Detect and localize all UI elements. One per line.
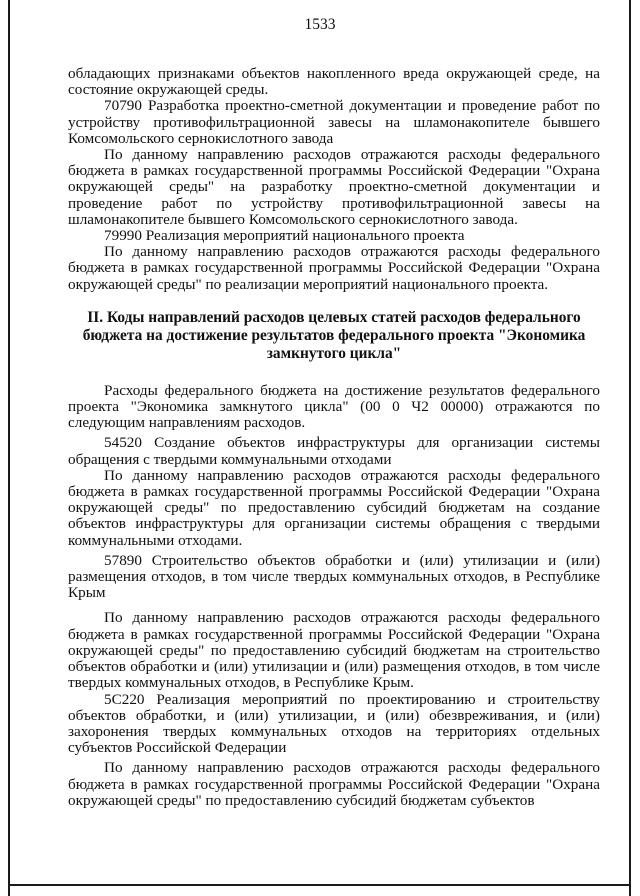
code-70790-description: По данному направлению расходов отражаются расходы федерального бюджета в рамках государственной программы Российской Федерации "Охрана окружающей среды" на разработку проектно-сметной документации и проведение работ по устройству противофильтрационной завесы на шламонакопителе бывшего Комсомольского сернокислотного завода. <box>68 146 600 228</box>
code-79990-description: По данному направлению расходов отражаются расходы федерального бюджета в рамках государственной программы Российской Федерации "Охрана окружающей среды" по реализации мероприятий национального проекта. <box>68 243 600 293</box>
code-5c220-description: По данному направлению расходов отражаются расходы федерального бюджета в рамках государственной программы Российской Федерации "Охрана окружающей среды" по предоставлению субсидий бюджетам субъектов <box>68 759 600 809</box>
section-intro: Расходы федерального бюджета на достижение результатов федерального проекта "Экономика замкнутого цикла" (00 0 Ч2 00000) отражаются по следующим направлениям расходов. <box>68 381 600 432</box>
code-79990-title: 79990 Реализация мероприятий национального проекта <box>104 227 465 245</box>
section-heading: II. Коды направлений расходов целевых статей расходов федерального бюджета на достижение результатов федерального проекта "Экономика замкнутого цикла" <box>82 308 586 362</box>
code-54520-description: По данному направлению расходов отражаются расходы федерального бюджета в рамках государственной программы Российской Федерации "Охрана окружающей среды" по предоставлению субсидий бюджетам на создание объектов инфраструктуры для организации системы обращения с твердыми коммунальными отходами. <box>68 466 600 549</box>
scan-border-right <box>629 0 631 896</box>
code-54520-title: 54520 Создание объектов инфраструктуры для организации системы обращения с твердыми коммунальными отходами <box>68 434 600 468</box>
document-body <box>68 66 600 809</box>
code-70790-title: 70790 Разработка проектно-сметной документации и проведение работ по устройству противофильтрационной завесы на шламонакопителе бывшего Комсомольского сернокислотного завода <box>68 97 600 147</box>
code-5c220-title: 5С220 Реализация мероприятий по проектированию и строительству объектов обработки, и (или) утилизации, и (или) обезвреживания, и (или) захоронения твердых коммунальных отходов на территориях отдельных субъектов Российской Федерации <box>68 690 600 757</box>
code-57890-description: По данному направлению расходов отражаются расходы федерального бюджета в рамках государственной программы Российской Федерации "Охрана окружающей среды" по предоставлению субсидий бюджетам на строительство объектов обработки и (или) утилизации и (или) размещения отходов, в том числе твердых коммунальных отходов, в Республике Крым. <box>68 609 600 692</box>
page-number: 1533 <box>304 16 336 33</box>
paragraph-continuation: обладающих признаками объектов накопленного вреда окружающей среде, на состояние окружающей среды. <box>68 65 600 99</box>
scan-border-bottom <box>8 884 631 886</box>
scan-border-left <box>8 0 10 896</box>
code-57890-title: 57890 Строительство объектов обработки и (или) утилизации и (или) размещения отходов, в том числе твердых коммунальных отходов, в Республике Крым <box>68 551 600 602</box>
